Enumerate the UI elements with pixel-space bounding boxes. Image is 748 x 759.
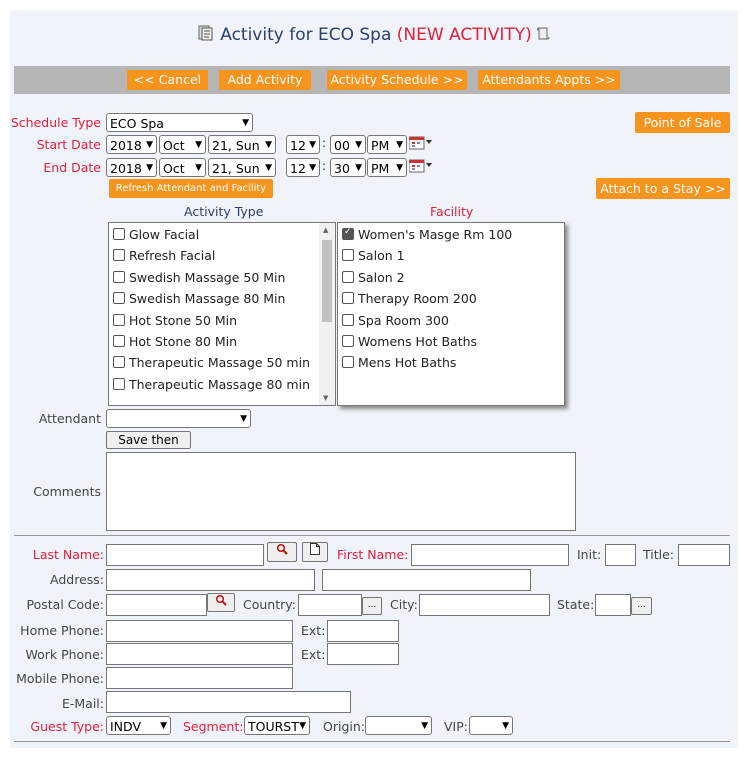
list-item[interactable]	[342, 313, 449, 328]
list-item[interactable]	[113, 377, 310, 392]
new-guest-button[interactable]	[302, 542, 328, 562]
address-line2-input[interactable]	[322, 569, 531, 591]
save-then-button[interactable]: Save then	[106, 431, 191, 449]
end-time-colon: :	[322, 159, 327, 173]
list-item[interactable]	[342, 355, 456, 370]
page-icon	[197, 25, 215, 45]
document-icon	[310, 544, 320, 558]
add-activity-button[interactable]: Add Activity	[219, 70, 311, 90]
start-day-select[interactable]: 21, Sun ▼	[208, 135, 276, 154]
end-hour-select[interactable]: 12 ▼	[286, 158, 320, 177]
checkbox[interactable]	[113, 271, 125, 283]
start-minute-select[interactable]: 00 ▼	[330, 135, 366, 154]
segment-label: Segment:	[183, 719, 244, 734]
checkbox[interactable]	[342, 314, 354, 326]
activity-scrollbar[interactable]	[319, 223, 335, 405]
vip-label: VIP:	[444, 719, 468, 734]
guest-type-label: Guest Type:	[30, 719, 104, 734]
facility-list[interactable]	[337, 222, 565, 406]
list-item[interactable]	[342, 270, 405, 285]
home-ext-input[interactable]	[327, 620, 399, 642]
end-calendar-icon[interactable]	[409, 159, 433, 176]
list-item[interactable]	[342, 291, 477, 306]
checkbox[interactable]	[342, 271, 354, 283]
list-item[interactable]	[113, 313, 237, 328]
checkbox[interactable]	[113, 249, 125, 261]
activity-type-header: Activity Type	[184, 204, 264, 219]
checkbox[interactable]	[113, 292, 125, 304]
title-label: Title:	[643, 547, 674, 562]
start-time-colon: :	[322, 136, 327, 150]
first-name-label: First Name:	[337, 547, 409, 562]
guest-type-select[interactable]: INDV ▼	[106, 716, 171, 735]
country-label: Country:	[243, 597, 296, 612]
title-text: Activity for ECO Spa	[220, 25, 392, 45]
segment-select[interactable]: TOURST ▼	[244, 716, 310, 735]
list-item[interactable]	[342, 334, 477, 349]
end-day-select[interactable]: 21, Sun ▼	[208, 158, 276, 177]
list-item-label: Glow Facial	[129, 227, 200, 242]
list-item-label: Womens Hot Baths	[358, 334, 478, 349]
start-date-label: Start Date	[36, 137, 101, 152]
state-input[interactable]	[595, 594, 631, 616]
search-icon	[215, 595, 227, 609]
activity-schedule-button[interactable]: Activity Schedule >>	[327, 70, 467, 90]
list-item-label: Spa Room 300	[358, 312, 449, 328]
cancel-button[interactable]: << Cancel	[127, 70, 208, 90]
address-line1-input[interactable]	[106, 569, 315, 591]
work-ext-input[interactable]	[327, 643, 399, 665]
work-phone-input[interactable]	[106, 643, 293, 665]
list-item-label: Therapeutic Massage 80 min	[129, 376, 310, 392]
init-input[interactable]	[605, 544, 636, 566]
list-item-label: Salon 1	[358, 248, 405, 264]
origin-select[interactable]: ▼	[365, 716, 432, 735]
checkbox[interactable]	[342, 335, 354, 347]
first-name-input[interactable]	[411, 544, 569, 566]
home-ext-label: Ext:	[301, 623, 326, 638]
scrollbar-thumb[interactable]	[322, 240, 332, 322]
list-item-label: Therapeutic Massage 50 min	[129, 355, 310, 371]
list-item-label: Hot Stone 50 Min	[129, 312, 238, 328]
schedule-type-select[interactable]: ECO Spa ▼	[106, 113, 253, 132]
list-item[interactable]	[113, 270, 285, 285]
page-title	[0, 24, 748, 45]
comments-label: Comments	[33, 484, 101, 499]
state-lookup-button[interactable]: ...	[631, 597, 652, 615]
start-calendar-icon[interactable]	[409, 136, 433, 153]
mobile-phone-input[interactable]	[106, 667, 293, 689]
home-phone-label: Home Phone:	[20, 623, 104, 638]
email-label: E-Mail:	[61, 696, 104, 711]
list-item[interactable]	[342, 227, 512, 242]
vip-select[interactable]: ▼	[469, 716, 513, 735]
work-phone-label: Work Phone:	[25, 647, 104, 662]
postal-code-input[interactable]	[106, 594, 207, 616]
address-label: Address:	[50, 572, 104, 587]
status-text: (NEW ACTIVITY)	[396, 25, 532, 45]
attach-to-stay-button[interactable]: Attach to a Stay >>	[596, 178, 730, 199]
refresh-attendant-facility-button[interactable]: Refresh Attendant and Facility	[109, 179, 273, 198]
end-date-label: End Date	[43, 160, 101, 175]
divider-top	[14, 535, 730, 536]
title-input[interactable]	[678, 544, 730, 566]
city-input[interactable]	[419, 594, 550, 616]
start-month-select[interactable]: Oct ▼	[159, 135, 206, 154]
comments-textarea[interactable]	[106, 452, 576, 531]
point-of-sale-button[interactable]: Point of Sale	[635, 112, 730, 133]
attendant-label: Attendant	[38, 411, 101, 426]
checkbox[interactable]	[113, 228, 125, 240]
divider-bottom	[14, 741, 730, 742]
list-item[interactable]	[113, 355, 310, 370]
list-item-label: Hot Stone 80 Min	[129, 334, 238, 349]
list-item[interactable]	[113, 291, 285, 306]
list-item-label: Mens Hot Baths	[358, 355, 457, 371]
checkbox[interactable]	[342, 356, 354, 368]
work-ext-label: Ext:	[301, 647, 326, 662]
last-name-label: Last Name:	[32, 547, 104, 562]
list-item[interactable]	[342, 248, 405, 263]
list-item[interactable]	[113, 334, 237, 349]
schedule-type-label: Schedule Type	[10, 115, 101, 130]
list-item[interactable]	[113, 227, 199, 242]
attendants-appts-button[interactable]: Attendants Appts >>	[478, 70, 620, 90]
mobile-phone-label: Mobile Phone:	[16, 671, 104, 686]
activity-type-list[interactable]	[108, 222, 336, 406]
end-year-select[interactable]: 2018 ▼	[106, 158, 157, 177]
end-month-select[interactable]: Oct ▼	[159, 158, 206, 177]
scroll-down-icon[interactable]: ▼	[323, 394, 329, 402]
city-label: City:	[390, 597, 418, 612]
attendant-select[interactable]: ▼	[106, 409, 251, 428]
country-lookup-button[interactable]: ...	[362, 597, 382, 615]
country-input[interactable]	[298, 594, 362, 616]
facility-header: Facility	[430, 204, 474, 219]
init-label: Init:	[577, 547, 602, 562]
checkbox[interactable]	[113, 356, 125, 368]
last-name-input[interactable]	[106, 544, 264, 566]
scroll-up-icon[interactable]: ▲	[323, 226, 329, 234]
state-label: State:	[557, 597, 595, 612]
list-item-label: Women's Masge Rm 100	[358, 227, 513, 242]
scroll-icon[interactable]	[537, 25, 551, 45]
home-phone-input[interactable]	[106, 620, 293, 642]
postal-code-label: Postal Code:	[26, 597, 104, 612]
start-hour-select[interactable]: 12 ▼	[286, 135, 320, 154]
start-ampm-select[interactable]: PM ▼	[367, 135, 407, 154]
list-item[interactable]	[113, 248, 215, 263]
list-item-label: Swedish Massage 80 Min	[129, 291, 286, 307]
end-minute-select[interactable]: 30 ▼	[330, 158, 366, 177]
checkbox[interactable]	[342, 249, 354, 261]
checkbox[interactable]	[113, 335, 125, 347]
origin-label: Origin:	[323, 719, 365, 734]
checkbox[interactable]	[113, 314, 125, 326]
list-item-label: Therapy Room 200	[358, 291, 477, 307]
end-ampm-select[interactable]: PM ▼	[367, 158, 407, 177]
search-icon	[276, 544, 288, 558]
start-year-select[interactable]: 2018 ▼	[106, 135, 157, 154]
checkbox[interactable]	[342, 292, 354, 304]
email-input[interactable]	[106, 691, 351, 713]
list-item-label: Swedish Massage 50 Min	[129, 269, 286, 285]
list-item-label: Refresh Facial	[129, 248, 216, 264]
checkbox[interactable]	[113, 378, 125, 390]
search-postal-button[interactable]	[207, 593, 235, 612]
checkbox[interactable]	[342, 228, 354, 240]
list-item-label: Salon 2	[358, 269, 405, 285]
search-last-name-button[interactable]	[267, 542, 297, 562]
